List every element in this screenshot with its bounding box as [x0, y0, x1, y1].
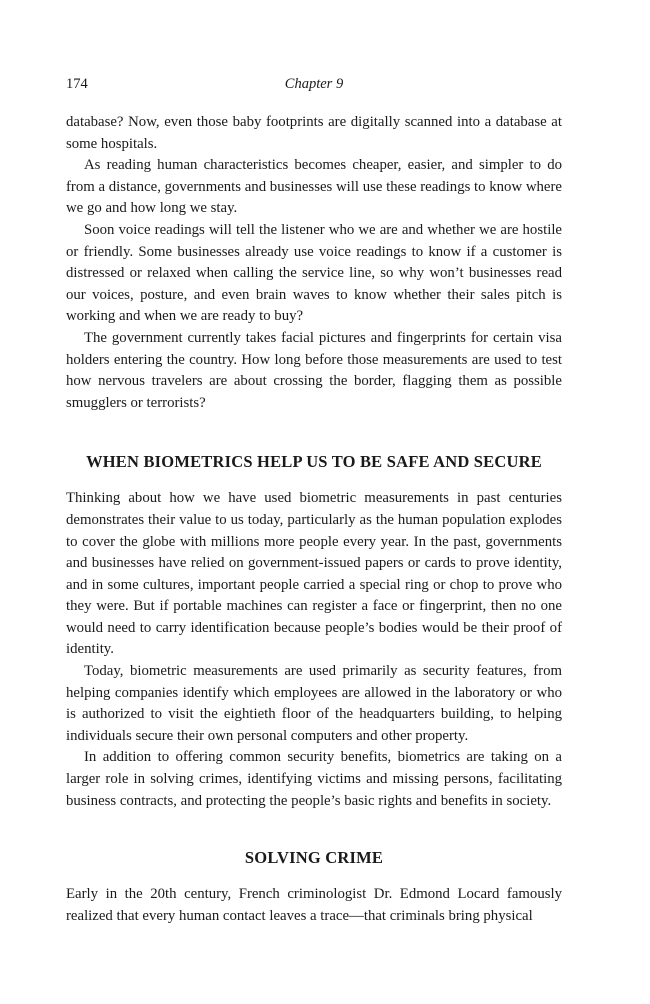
- book-page: [66, 76, 562, 927]
- paragraph: In addition to offering common security benefits, biometrics are taking on a larger role in solving crimes, identifying victims and missing persons, facilitating business contracts, and protecting the people’s basic rights and benefits in society.: [66, 749, 562, 809]
- biometrics-section-text: [66, 488, 562, 812]
- paragraph: database? Now, even those baby footprints are digitally scanned into a database at some hospitals.: [66, 114, 562, 152]
- crime-section-text: [66, 884, 562, 927]
- page-number: 174: [66, 76, 88, 92]
- chapter-label: Chapter 9: [284, 76, 344, 92]
- intro-text: [66, 112, 562, 414]
- paragraph: The government currently takes facial pictures and fingerprints for certain visa holders entering the country. How long before those measurements are used to test how nervous travelers are about crossing the border, flagging them as possible smugglers or terrorists?: [66, 329, 562, 411]
- paragraph: Today, biometric measurements are used primarily as security features, from helping companies identify which employees are allowed in the laboratory or who is authorized to visit the eightieth floor of the headquarters building, to helping individuals secure their own personal computers and other property.: [66, 663, 562, 744]
- paragraph: Early in the 20th century, French criminologist Dr. Edmond Locard famously realized that every human contact leaves a trace—that criminals bring physical: [66, 886, 562, 924]
- paragraph: As reading human characteristics becomes cheaper, easier, and simpler to do from a distance, governments and businesses will use these readings to know where we go and how long we stay.: [66, 157, 562, 217]
- paragraph: Soon voice readings will tell the listener who we are and whether we are hostile or friendly. Some businesses already use voice readings to know if a customer is distressed or relaxed when calling the service line, so why won’t businesses read our voices, posture, and even brain waves to know whether their sales pitch is working and when we are ready to buy?: [66, 221, 562, 325]
- running-head: [66, 76, 562, 98]
- paragraph: Thinking about how we have used biometric measurements in past centuries demonstrates their value to us today, particularly as the human population explodes to cover the globe with millions more people every year. In the past, governments and businesses have relied on government-issued papers or cards to prove identity, and in some cultures, important people carried a special ring or chop to prove who they were. But if portable machines can register a face or fingerprint, then no one would need to carry identification because people’s bodies would be their proof of identity.: [66, 490, 562, 658]
- section-heading-biometrics: WHEN BIOMETRICS HELP US TO BE SAFE AND SECURE: [86, 452, 542, 472]
- section-heading-solving-crime: SOLVING CRIME: [244, 848, 384, 868]
